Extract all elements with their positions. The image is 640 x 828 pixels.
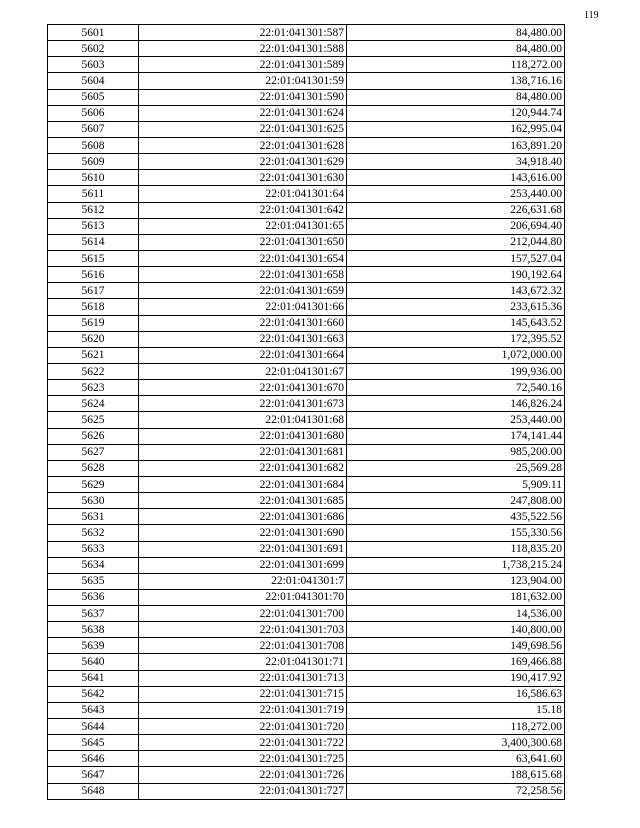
table-row bbox=[48, 283, 565, 299]
table-row bbox=[48, 460, 565, 476]
value-cell: 188,615.68 bbox=[347, 767, 565, 783]
table-row bbox=[48, 702, 565, 718]
row-number-cell: 5636 bbox=[48, 589, 139, 605]
table-row bbox=[48, 154, 565, 170]
value-cell: 14,536.00 bbox=[347, 606, 565, 622]
cadastral-number-cell: 22:01:041301:628 bbox=[139, 137, 347, 153]
cadastral-number-cell: 22:01:041301:680 bbox=[139, 428, 347, 444]
cadastral-number-cell: 22:01:041301:71 bbox=[139, 654, 347, 670]
row-number-cell: 5617 bbox=[48, 283, 139, 299]
row-number-cell: 5621 bbox=[48, 347, 139, 363]
cadastral-number-cell: 22:01:041301:630 bbox=[139, 170, 347, 186]
cadastral-number-cell: 22:01:041301:65 bbox=[139, 218, 347, 234]
table-row bbox=[48, 234, 565, 250]
table-row bbox=[48, 428, 565, 444]
row-number-cell: 5629 bbox=[48, 476, 139, 492]
table-row bbox=[48, 41, 565, 57]
cadastral-number-cell: 22:01:041301:720 bbox=[139, 719, 347, 735]
row-number-cell: 5640 bbox=[48, 654, 139, 670]
cadastral-number-cell: 22:01:041301:715 bbox=[139, 686, 347, 702]
table-row bbox=[48, 363, 565, 379]
table-row bbox=[48, 670, 565, 686]
cadastral-number-cell: 22:01:041301:66 bbox=[139, 299, 347, 315]
table-row bbox=[48, 412, 565, 428]
cadastral-number-cell: 22:01:041301:699 bbox=[139, 557, 347, 573]
table-row bbox=[48, 218, 565, 234]
value-cell: 181,632.00 bbox=[347, 589, 565, 605]
value-cell: 63,641.60 bbox=[347, 751, 565, 767]
row-number-cell: 5644 bbox=[48, 719, 139, 735]
value-cell: 149,698.56 bbox=[347, 638, 565, 654]
row-number-cell: 5609 bbox=[48, 154, 139, 170]
value-cell: 253,440.00 bbox=[347, 412, 565, 428]
row-number-cell: 5628 bbox=[48, 460, 139, 476]
table-row bbox=[48, 719, 565, 735]
row-number-cell: 5612 bbox=[48, 202, 139, 218]
row-number-cell: 5633 bbox=[48, 541, 139, 557]
table-row bbox=[48, 606, 565, 622]
value-cell: 120,944.74 bbox=[347, 105, 565, 121]
row-number-cell: 5647 bbox=[48, 767, 139, 783]
table-row bbox=[48, 315, 565, 331]
value-cell: 233,615.36 bbox=[347, 299, 565, 315]
value-cell: 146,826.24 bbox=[347, 396, 565, 412]
table-row bbox=[48, 638, 565, 654]
table-row bbox=[48, 137, 565, 153]
table-row bbox=[48, 105, 565, 121]
row-number-cell: 5623 bbox=[48, 380, 139, 396]
table-row bbox=[48, 380, 565, 396]
value-cell: 1,738,215.24 bbox=[347, 557, 565, 573]
value-cell: 1,072,000.00 bbox=[347, 347, 565, 363]
table-row bbox=[48, 444, 565, 460]
cadastral-number-cell: 22:01:041301:660 bbox=[139, 315, 347, 331]
row-number-cell: 5641 bbox=[48, 670, 139, 686]
value-cell: 3,400,300.68 bbox=[347, 735, 565, 751]
cadastral-number-cell: 22:01:041301:670 bbox=[139, 380, 347, 396]
table-row bbox=[48, 57, 565, 73]
cadastral-number-cell: 22:01:041301:64 bbox=[139, 186, 347, 202]
row-number-cell: 5602 bbox=[48, 41, 139, 57]
cadastral-number-cell: 22:01:041301:684 bbox=[139, 476, 347, 492]
value-cell: 118,272.00 bbox=[347, 57, 565, 73]
row-number-cell: 5639 bbox=[48, 638, 139, 654]
value-cell: 118,835.20 bbox=[347, 541, 565, 557]
row-number-cell: 5627 bbox=[48, 444, 139, 460]
value-cell: 84,480.00 bbox=[347, 25, 565, 41]
value-cell: 985,200.00 bbox=[347, 444, 565, 460]
value-cell: 123,904.00 bbox=[347, 573, 565, 589]
table-row bbox=[48, 396, 565, 412]
table-row bbox=[48, 686, 565, 702]
table-row bbox=[48, 735, 565, 751]
value-cell: 155,330.56 bbox=[347, 525, 565, 541]
value-cell: 212,044.80 bbox=[347, 234, 565, 250]
cadastral-number-cell: 22:01:041301:642 bbox=[139, 202, 347, 218]
row-number-cell: 5632 bbox=[48, 525, 139, 541]
value-cell: 172,395.52 bbox=[347, 331, 565, 347]
row-number-cell: 5603 bbox=[48, 57, 139, 73]
table-row bbox=[48, 25, 565, 41]
row-number-cell: 5625 bbox=[48, 412, 139, 428]
table-row bbox=[48, 767, 565, 783]
value-cell: 174,141.44 bbox=[347, 428, 565, 444]
value-cell: 190,417.92 bbox=[347, 670, 565, 686]
row-number-cell: 5620 bbox=[48, 331, 139, 347]
table-row bbox=[48, 347, 565, 363]
value-cell: 226,631.68 bbox=[347, 202, 565, 218]
value-cell: 143,672.32 bbox=[347, 283, 565, 299]
cadastral-number-cell: 22:01:041301:650 bbox=[139, 234, 347, 250]
row-number-cell: 5643 bbox=[48, 702, 139, 718]
cadastral-number-cell: 22:01:041301:722 bbox=[139, 735, 347, 751]
cadastral-number-cell: 22:01:041301:67 bbox=[139, 363, 347, 379]
cadastral-number-cell: 22:01:041301:588 bbox=[139, 41, 347, 57]
table-body bbox=[48, 25, 565, 800]
value-cell: 163,891.20 bbox=[347, 137, 565, 153]
cadastral-number-cell: 22:01:041301:719 bbox=[139, 702, 347, 718]
value-cell: 143,616.00 bbox=[347, 170, 565, 186]
value-cell: 84,480.00 bbox=[347, 89, 565, 105]
value-cell: 15.18 bbox=[347, 702, 565, 718]
table-row bbox=[48, 267, 565, 283]
cadastral-number-cell: 22:01:041301:700 bbox=[139, 606, 347, 622]
row-number-cell: 5608 bbox=[48, 137, 139, 153]
cadastral-number-cell: 22:01:041301:727 bbox=[139, 783, 347, 799]
row-number-cell: 5605 bbox=[48, 89, 139, 105]
value-cell: 162,995.04 bbox=[347, 121, 565, 137]
value-cell: 5,909.11 bbox=[347, 476, 565, 492]
value-cell: 72,258.56 bbox=[347, 783, 565, 799]
cadastral-number-cell: 22:01:041301:625 bbox=[139, 121, 347, 137]
table-row bbox=[48, 654, 565, 670]
table-row bbox=[48, 299, 565, 315]
table-row bbox=[48, 525, 565, 541]
value-cell: 435,522.56 bbox=[347, 509, 565, 525]
table-row bbox=[48, 170, 565, 186]
row-number-cell: 5648 bbox=[48, 783, 139, 799]
table-row bbox=[48, 751, 565, 767]
value-cell: 118,272.00 bbox=[347, 719, 565, 735]
row-number-cell: 5626 bbox=[48, 428, 139, 444]
cadastral-number-cell: 22:01:041301:629 bbox=[139, 154, 347, 170]
row-number-cell: 5616 bbox=[48, 267, 139, 283]
value-cell: 72,540.16 bbox=[347, 380, 565, 396]
table-row bbox=[48, 476, 565, 492]
value-cell: 199,936.00 bbox=[347, 363, 565, 379]
value-cell: 16,586.63 bbox=[347, 686, 565, 702]
row-number-cell: 5601 bbox=[48, 25, 139, 41]
row-number-cell: 5638 bbox=[48, 622, 139, 638]
row-number-cell: 5630 bbox=[48, 493, 139, 509]
cadastral-number-cell: 22:01:041301:713 bbox=[139, 670, 347, 686]
cadastral-number-cell: 22:01:041301:708 bbox=[139, 638, 347, 654]
cadastral-number-cell: 22:01:041301:681 bbox=[139, 444, 347, 460]
cadastral-number-cell: 22:01:041301:654 bbox=[139, 250, 347, 266]
cadastral-number-cell: 22:01:041301:690 bbox=[139, 525, 347, 541]
value-cell: 25,569.28 bbox=[347, 460, 565, 476]
row-number-cell: 5635 bbox=[48, 573, 139, 589]
cadastral-number-cell: 22:01:041301:7 bbox=[139, 573, 347, 589]
table-row bbox=[48, 331, 565, 347]
cadastral-number-cell: 22:01:041301:685 bbox=[139, 493, 347, 509]
row-number-cell: 5611 bbox=[48, 186, 139, 202]
table-row bbox=[48, 89, 565, 105]
cadastral-number-cell: 22:01:041301:589 bbox=[139, 57, 347, 73]
table-row bbox=[48, 573, 565, 589]
cadastral-number-cell: 22:01:041301:68 bbox=[139, 412, 347, 428]
cadastral-number-cell: 22:01:041301:663 bbox=[139, 331, 347, 347]
table-row bbox=[48, 783, 565, 799]
row-number-cell: 5618 bbox=[48, 299, 139, 315]
row-number-cell: 5614 bbox=[48, 234, 139, 250]
value-cell: 247,808.00 bbox=[347, 493, 565, 509]
table-row bbox=[48, 557, 565, 573]
cadastral-number-cell: 22:01:041301:673 bbox=[139, 396, 347, 412]
table-row bbox=[48, 73, 565, 89]
row-number-cell: 5604 bbox=[48, 73, 139, 89]
value-cell: 157,527.04 bbox=[347, 250, 565, 266]
table-row bbox=[48, 589, 565, 605]
cadastral-number-cell: 22:01:041301:726 bbox=[139, 767, 347, 783]
value-cell: 138,716.16 bbox=[347, 73, 565, 89]
row-number-cell: 5624 bbox=[48, 396, 139, 412]
row-number-cell: 5607 bbox=[48, 121, 139, 137]
cadastral-number-cell: 22:01:041301:664 bbox=[139, 347, 347, 363]
row-number-cell: 5631 bbox=[48, 509, 139, 525]
cadastral-number-cell: 22:01:041301:624 bbox=[139, 105, 347, 121]
row-number-cell: 5637 bbox=[48, 606, 139, 622]
table-row bbox=[48, 509, 565, 525]
row-number-cell: 5622 bbox=[48, 363, 139, 379]
value-cell: 145,643.52 bbox=[347, 315, 565, 331]
table-row bbox=[48, 622, 565, 638]
cadastral-number-cell: 22:01:041301:70 bbox=[139, 589, 347, 605]
cadastral-number-cell: 22:01:041301:725 bbox=[139, 751, 347, 767]
row-number-cell: 5610 bbox=[48, 170, 139, 186]
cadastral-number-cell: 22:01:041301:590 bbox=[139, 89, 347, 105]
cadastral-number-cell: 22:01:041301:59 bbox=[139, 73, 347, 89]
cadastral-value-table bbox=[47, 24, 565, 800]
row-number-cell: 5606 bbox=[48, 105, 139, 121]
cadastral-number-cell: 22:01:041301:703 bbox=[139, 622, 347, 638]
row-number-cell: 5619 bbox=[48, 315, 139, 331]
row-number-cell: 5645 bbox=[48, 735, 139, 751]
cadastral-number-cell: 22:01:041301:658 bbox=[139, 267, 347, 283]
cadastral-number-cell: 22:01:041301:686 bbox=[139, 509, 347, 525]
value-cell: 206,694.40 bbox=[347, 218, 565, 234]
row-number-cell: 5613 bbox=[48, 218, 139, 234]
table-row bbox=[48, 202, 565, 218]
value-cell: 34,918.40 bbox=[347, 154, 565, 170]
row-number-cell: 5615 bbox=[48, 250, 139, 266]
row-number-cell: 5642 bbox=[48, 686, 139, 702]
row-number-cell: 5634 bbox=[48, 557, 139, 573]
value-cell: 253,440.00 bbox=[347, 186, 565, 202]
value-cell: 140,800.00 bbox=[347, 622, 565, 638]
table-row bbox=[48, 186, 565, 202]
page-number: 119 bbox=[584, 10, 599, 21]
cadastral-number-cell: 22:01:041301:659 bbox=[139, 283, 347, 299]
cadastral-number-cell: 22:01:041301:691 bbox=[139, 541, 347, 557]
value-cell: 190,192.64 bbox=[347, 267, 565, 283]
value-cell: 84,480.00 bbox=[347, 41, 565, 57]
cadastral-number-cell: 22:01:041301:682 bbox=[139, 460, 347, 476]
table-row bbox=[48, 541, 565, 557]
table-row bbox=[48, 493, 565, 509]
value-cell: 169,466.88 bbox=[347, 654, 565, 670]
cadastral-number-cell: 22:01:041301:587 bbox=[139, 25, 347, 41]
table-row bbox=[48, 121, 565, 137]
row-number-cell: 5646 bbox=[48, 751, 139, 767]
table-row bbox=[48, 250, 565, 266]
